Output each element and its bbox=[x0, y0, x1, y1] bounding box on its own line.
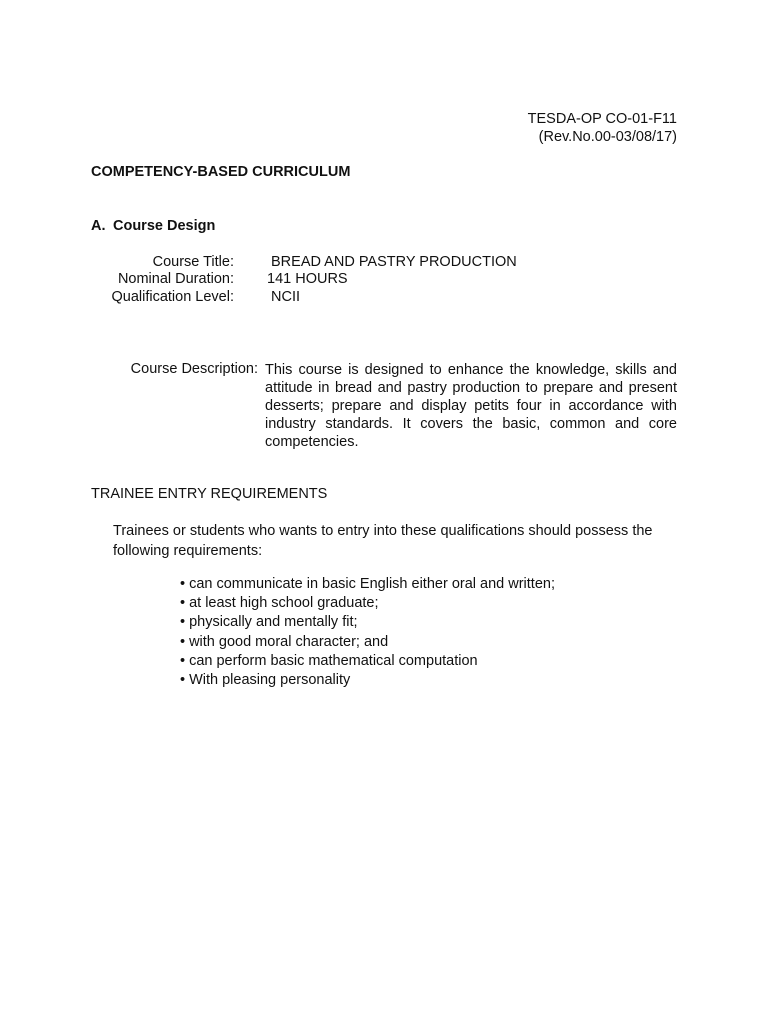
document-code bbox=[528, 110, 677, 146]
list-item bbox=[180, 575, 555, 594]
page-title: COMPETENCY-BASED CURRICULUM bbox=[91, 164, 351, 180]
section-heading-course-design bbox=[91, 218, 215, 234]
requirement-text: at least high school graduate; bbox=[189, 595, 379, 612]
course-description-text: This course is designed to enhance the knowledge, skills and attitude in bread and pastry production to prepare and present desserts; prepare and display petits four in accordance with industry standards. It covers the basic, common and core competencies. bbox=[265, 362, 677, 450]
bullet-icon: • bbox=[180, 671, 186, 688]
requirement-text: can communicate in basic English either oral and written; bbox=[189, 576, 555, 592]
section-letter: A. bbox=[91, 218, 106, 234]
nominal-duration-value: 141 HOURS bbox=[267, 271, 348, 287]
requirement-text: can perform basic mathematical computation bbox=[189, 652, 478, 669]
course-description-label: Course Description: bbox=[130, 361, 258, 377]
course-title-value: BREAD AND PASTRY PRODUCTION bbox=[271, 254, 517, 270]
bullet-icon: • bbox=[180, 652, 186, 669]
requirement-text: with good moral character; and bbox=[189, 633, 389, 650]
requirements-list bbox=[180, 575, 555, 690]
bullet-icon: • bbox=[180, 576, 186, 592]
requirement-text: With pleasing personality bbox=[189, 671, 351, 688]
requirement-text: physically and mentally fit; bbox=[189, 614, 358, 631]
qualification-level-value: NCII bbox=[271, 289, 300, 305]
list-item bbox=[180, 652, 555, 671]
list-item bbox=[180, 671, 555, 690]
list-item bbox=[180, 633, 555, 652]
trainee-entry-intro: Trainees or students who wants to entry into these qualifications should possess the following requirements: bbox=[113, 523, 653, 559]
bullet-icon: • bbox=[180, 614, 186, 631]
bullet-icon: • bbox=[180, 595, 186, 612]
bullet-icon: • bbox=[180, 633, 186, 650]
nominal-duration-label: Nominal Duration: bbox=[117, 271, 234, 287]
list-item bbox=[180, 613, 555, 632]
section-title: Course Design bbox=[113, 218, 216, 234]
qualification-level-label: Qualification Level: bbox=[111, 289, 234, 305]
revision-line: (Rev.No.00-03/08/17) bbox=[538, 129, 677, 145]
trainee-entry-heading: TRAINEE ENTRY REQUIREMENTS bbox=[91, 486, 328, 502]
document-code-line: TESDA-OP CO-01-F11 bbox=[527, 111, 677, 127]
list-item bbox=[180, 594, 555, 613]
course-title-label: Course Title: bbox=[152, 254, 234, 270]
